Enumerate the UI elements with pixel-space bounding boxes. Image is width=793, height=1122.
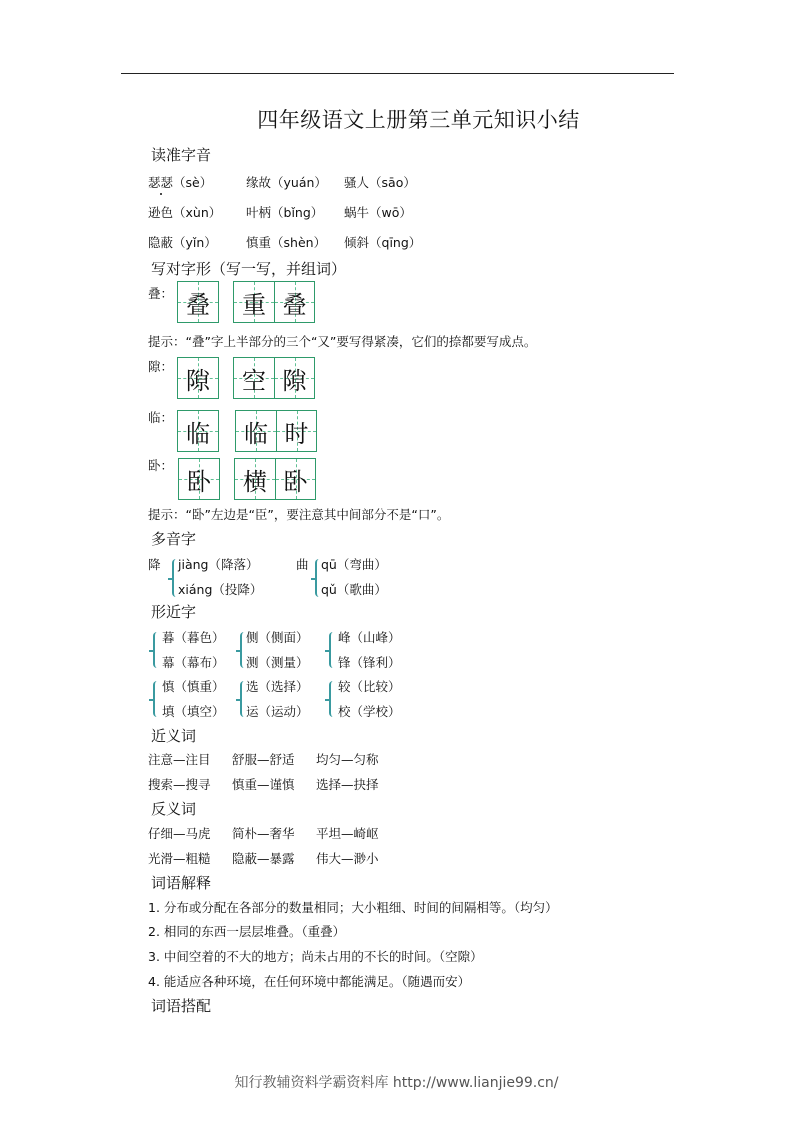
- pron-item: 叶柄（bǐng）: [246, 205, 324, 220]
- polyphone-char: 曲: [296, 557, 309, 572]
- polyphone-reading: xiáng（投降）: [178, 582, 263, 597]
- tip-text: 提示：“卧”左边是“臣”，要注意其中间部分不是“口”。: [148, 507, 450, 522]
- antonym-pair: 光滑—粗糙: [148, 851, 211, 866]
- brace-icon: [329, 632, 337, 668]
- brace-icon: [153, 632, 161, 668]
- section-heading-pronunciation: 读准字音: [151, 146, 212, 164]
- antonym-pair: 伟大—渺小: [316, 851, 379, 866]
- explanation-item: 3. 中间空着的不大的地方；尚未占用的不长的时间。（空隙）: [148, 949, 483, 964]
- similar-char-item: 测（测量）: [246, 655, 309, 670]
- section-heading-antonyms: 反义词: [151, 800, 197, 818]
- similar-char-item: 侧（侧面）: [246, 630, 309, 645]
- antonym-pair: 平坦—崎岖: [316, 826, 379, 841]
- explanation-item: 4. 能适应各种环境，在任何环境中都能满足。（随遇而安）: [148, 974, 471, 989]
- antonym-pair: 仔细—马虎: [148, 826, 211, 841]
- synonym-pair: 均匀—匀称: [316, 752, 379, 767]
- grid-label: 叠：: [148, 286, 174, 301]
- synonym-pair: 选择—抉择: [316, 777, 379, 792]
- grid-label: 隙：: [148, 359, 174, 374]
- char-grid-single: 卧: [178, 458, 220, 500]
- char-grid-single: 隙: [177, 357, 219, 399]
- brace-icon: [329, 681, 337, 717]
- footer-watermark: 知行教辅资料学霸资料库 http://www.lianjie99.cn/: [234, 1075, 559, 1091]
- polyphone-reading: jiàng（降落）: [178, 557, 259, 572]
- similar-char-item: 暮（暮色）: [162, 630, 225, 645]
- section-heading-writing: 写对字形（写一写，并组词）: [151, 260, 347, 278]
- grid-label: 临：: [148, 410, 174, 425]
- synonym-pair: 搜索—搜寻: [148, 777, 211, 792]
- section-heading-similar-chars: 形近字: [151, 603, 197, 621]
- grid-label: 卧：: [148, 458, 174, 473]
- section-heading-explanations: 词语解释: [151, 874, 212, 892]
- pron-item: 隐蔽（yǐn）: [148, 235, 217, 250]
- section-heading-synonyms: 近义词: [151, 727, 197, 745]
- synonym-pair: 舒服—舒适: [232, 752, 295, 767]
- pron-item: 逊色（xùn）: [148, 205, 222, 220]
- explanation-item: 2. 相同的东西一层层堆叠。（重叠）: [148, 924, 346, 939]
- pron-item: 蜗牛（wō）: [344, 205, 412, 220]
- synonym-pair: 慎重—谨慎: [232, 777, 295, 792]
- similar-char-item: 幕（幕布）: [162, 655, 225, 670]
- polyphone-char: 降: [148, 557, 161, 572]
- explanation-item: 1. 分布或分配在各部分的数量相同；大小粗细、时间的间隔相等。（均匀）: [148, 900, 558, 915]
- section-heading-collocations: 词语搭配: [151, 997, 212, 1015]
- polyphone-reading: qū（弯曲）: [321, 557, 387, 572]
- pron-item: 瑟瑟（sè）: [148, 175, 213, 190]
- similar-char-item: 填（填空）: [162, 704, 225, 719]
- pron-item: 慎重（shèn）: [246, 235, 327, 250]
- similar-char-item: 峰（山峰）: [338, 630, 401, 645]
- similar-char-item: 校（学校）: [338, 704, 401, 719]
- pron-item: 倾斜（qīng）: [344, 235, 422, 250]
- tip-text: 提示：“叠”字上半部分的三个“又”要写得紧凑，它们的捺都要写成点。: [148, 334, 537, 349]
- antonym-pair: 隐蔽—暴露: [232, 851, 295, 866]
- similar-char-item: 锋（锋利）: [338, 655, 401, 670]
- synonym-pair: 注意—注目: [148, 752, 211, 767]
- char-grid-pair: 横 卧: [234, 458, 316, 500]
- section-heading-polyphones: 多音字: [151, 530, 197, 548]
- polyphone-reading: qǔ（歌曲）: [321, 582, 387, 597]
- char-grid-single: 临: [177, 410, 219, 452]
- char-grid-single: 叠: [177, 281, 219, 323]
- pron-item: 缘故（yuán）: [246, 175, 327, 190]
- char-grid-pair: 空 隙: [233, 357, 315, 399]
- antonym-pair: 简朴—奢华: [232, 826, 295, 841]
- similar-char-item: 较（比较）: [338, 679, 401, 694]
- char-grid-pair: 重 叠: [233, 281, 315, 323]
- header-rule: [121, 73, 674, 74]
- similar-char-item: 慎（慎重）: [162, 679, 225, 694]
- similar-char-item: 选（选择）: [246, 679, 309, 694]
- pron-item: 骚人（sāo）: [344, 175, 416, 190]
- page-title: 四年级语文上册第三单元知识小结: [257, 108, 580, 132]
- similar-char-item: 运（运动）: [246, 704, 309, 719]
- char-grid-pair: 临 时: [235, 410, 317, 452]
- brace-icon: [153, 681, 161, 717]
